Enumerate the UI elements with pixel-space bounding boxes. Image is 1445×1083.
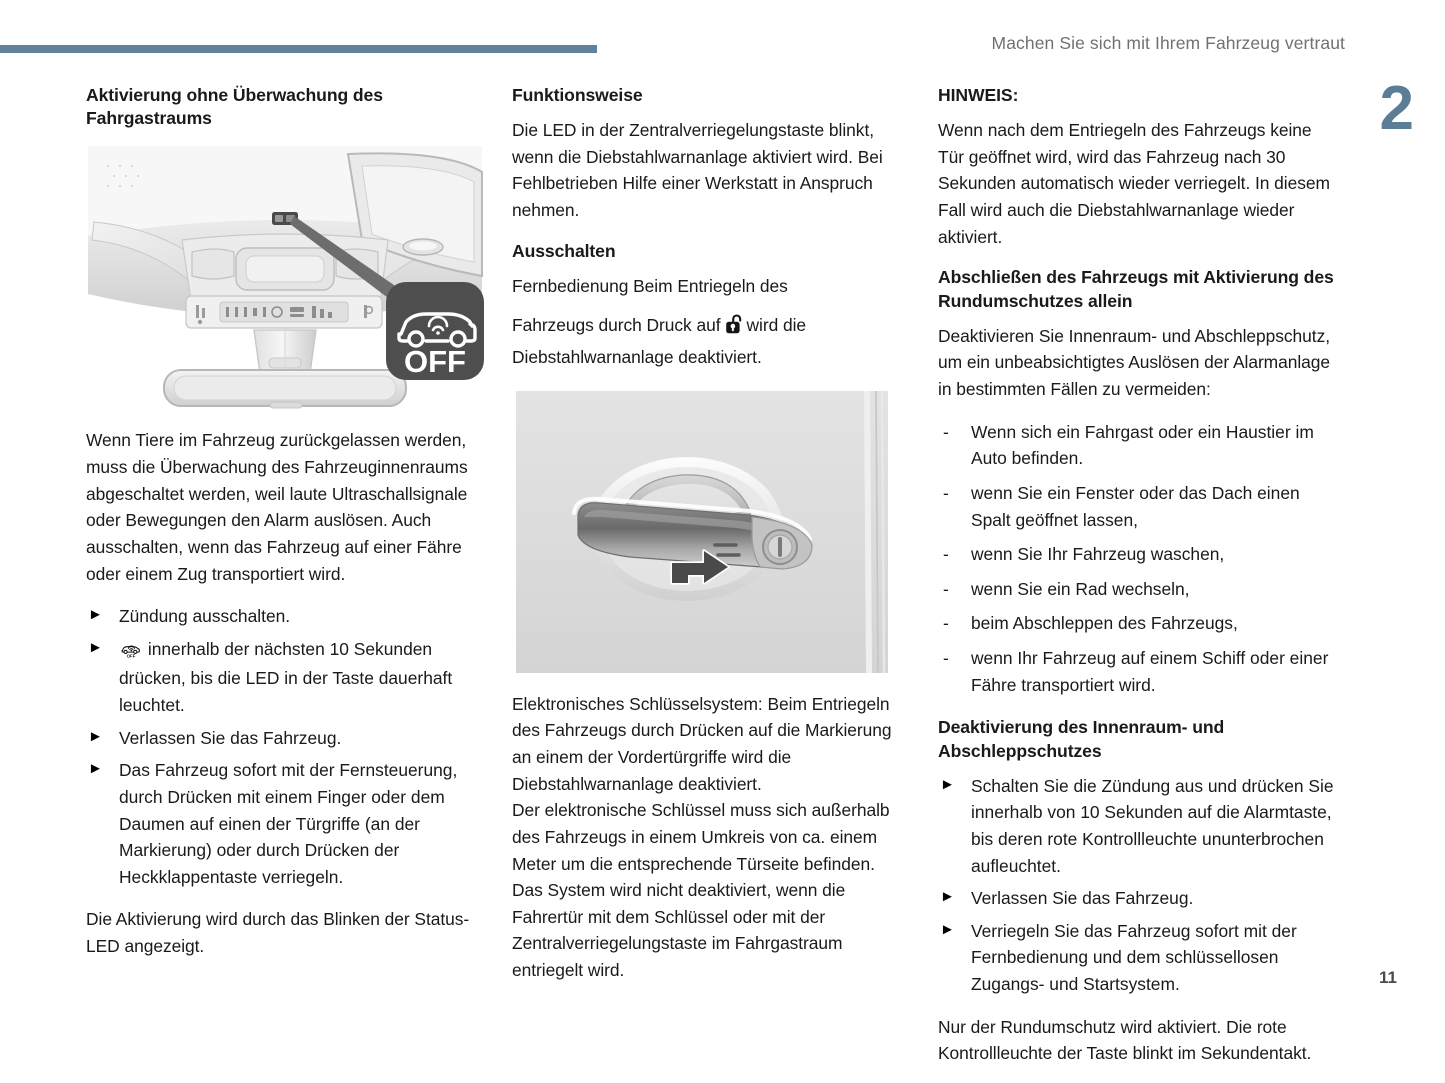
list-item [86, 636, 484, 719]
dash-bullet-icon: - [943, 421, 949, 442]
page-number: 11 [1379, 968, 1397, 987]
middle-paragraph-2a: Fernbedienung Beim Entriegeln des [512, 275, 788, 296]
list-item-text: beim Abschleppen des Fahrzeugs, [971, 613, 1238, 634]
list-item [938, 480, 1336, 533]
notice-text: Wenn nach dem Entriegeln des Fahrzeugs keine Tür geöffnet wird, wird das Fahrzeug nach 30 Sekunden automatisch wieder verriegelt. In diesem Fall wird auch die Diebstahlwarnanlage wieder aktiviert. [938, 120, 1330, 247]
list-item-text: wenn Ihr Fahrzeug auf einem Schiff oder einer Fähre transportiert wird. [971, 648, 1329, 695]
arrow-bullet-icon: ► [88, 638, 103, 656]
right-column [938, 84, 1336, 1083]
list-item [938, 918, 1336, 998]
dash-bullet-icon: - [943, 613, 949, 634]
list-item-text: Schalten Sie die Zündung aus und drücken Sie innerhalb von 10 Sekunden auf die Alarmtaste, bis deren rote Kontrollleuchte ununterbrochen aufleuchtet. [971, 775, 1334, 876]
notice-heading: HINWEIS: [938, 85, 1019, 105]
deactivation-cases-list [938, 419, 1336, 699]
list-item-text: innerhalb der nächsten 10 Sekunden drücken, bis die LED in der Taste dauerhaft leuchtet. [119, 638, 453, 716]
page-columns [86, 84, 1362, 1083]
dash-bullet-icon: - [943, 578, 949, 599]
middle-paragraph-4: Der elektronische Schlüssel muss sich außerhalb des Fahrzeugs in einem Umkreis von ca. einem Meter um die entsprechende Türseite befinden. [512, 800, 890, 874]
middle-heading-funktionsweise: Funktionsweise [512, 85, 643, 105]
left-column-paragraph: Wenn Tiere im Fahrzeug zurückgelassen werden, muss die Überwachung des Fahrzeuginnenraums abgeschaltet werden, weil laute Ultraschallsignale oder Bewegungen den Alarm auslösen. Auch ausschalten, wenn das Fahrzeug auf einer Fähre oder einem Zug transportiert wird. [86, 430, 468, 584]
right-heading-1: Abschließen des Fahrzeugs mit Aktivierung des Rundumschutzes allein [938, 267, 1334, 311]
list-item-text: Verlassen Sie das Fahrzeug. [119, 727, 342, 748]
arrow-bullet-icon: ► [88, 606, 103, 624]
list-item [938, 885, 1336, 912]
car-off-icon [121, 639, 141, 666]
interior-monitoring-off-badge [386, 282, 484, 380]
overhead-console-illustration [86, 144, 484, 409]
chapter-number: 2 [1379, 74, 1413, 143]
list-item-text: wenn Sie Ihr Fahrzeug waschen, [971, 544, 1225, 565]
header-accent-bar [0, 45, 597, 53]
list-item-text: Verlassen Sie das Fahrzeug. [971, 888, 1194, 909]
list-item [86, 725, 484, 752]
list-item-text: wenn Sie ein Rad wechseln, [971, 578, 1190, 599]
list-item [86, 757, 484, 890]
dash-bullet-icon: - [943, 648, 949, 669]
middle-paragraph-2b-pre: Fahrzeugs durch Druck auf [512, 314, 721, 335]
middle-heading-ausschalten: Ausschalten [512, 240, 616, 261]
middle-paragraph-2b [512, 312, 910, 371]
list-item [938, 610, 1336, 637]
middle-paragraph-5: Das System wird nicht deaktiviert, wenn die Fahrertür mit dem Schlüssel oder mit der Zentralverriegelungstaste im Fahrgastraum entriegelt wird. [512, 880, 846, 981]
left-column-heading: Aktivierung ohne Überwachung des Fahrgastraums [86, 85, 383, 129]
left-column-closing: Die Aktivierung wird durch das Blinken der Status-LED angezeigt. [86, 909, 470, 957]
off-badge-label: OFF [404, 344, 466, 380]
middle-column [512, 84, 910, 1083]
list-item [86, 603, 484, 630]
running-header-title: Machen Sie sich mit Ihrem Fahrzeug vertraut [991, 33, 1345, 53]
right-paragraph-1: Deaktivieren Sie Innenraum- und Abschleppschutz, um ein unbeabsichtigtes Auslösen der Alarmanlage in bestimmten Fällen zu vermeiden: [938, 325, 1331, 400]
list-item-text: Verriegeln Sie das Fahrzeug sofort mit der Fernbedienung und dem schlüssellosen Zugangs- und Startsystem. [971, 920, 1297, 995]
door-handle-illustration [512, 387, 910, 677]
activation-steps-list [86, 603, 484, 890]
list-item [938, 419, 1336, 472]
left-column [86, 84, 484, 1083]
dash-bullet-icon: - [943, 544, 949, 565]
middle-paragraph-1: Die LED in der Zentralverriegelungstaste blinkt, wenn die Diebstahlwarnanlage aktiviert wird. Bei Fehlbetrieben Hilfe einer Werkstatt in Anspruch nehmen. [512, 120, 883, 221]
arrow-bullet-icon: ► [940, 920, 955, 938]
list-item-text: Das Fahrzeug sofort mit der Fernsteuerung, durch Drücken mit einem Finger oder dem Daumen auf einen der Türgriffe (an der Markierung) oder durch Drücken der Heckklappentaste verriegeln. [119, 760, 458, 887]
unlock-icon [725, 313, 744, 345]
list-item-text: wenn Sie ein Fenster oder das Dach einen Spalt geöffnet lassen, [971, 482, 1300, 530]
svg-text:OFF: OFF [126, 653, 136, 658]
arrow-bullet-icon: ► [940, 888, 955, 906]
arrow-bullet-icon: ► [88, 727, 103, 745]
middle-paragraph-3: Elektronisches Schlüsselsystem: Beim Entriegeln des Fahrzeugs durch Drücken auf die Markierung an einem der Vordertürgriffe wird die Diebstahlwarnanlage deaktiviert. [512, 693, 892, 794]
dash-bullet-icon: - [943, 482, 949, 503]
list-item [938, 773, 1336, 880]
middle-paragraph-2b-post: wird die Diebstahlwarnanlage deaktiviert. [512, 314, 807, 368]
right-column-closing: Nur der Rundumschutz wird aktiviert. Die rote Kontrollleuchte der Taste blinkt im Sekundentakt. [938, 1016, 1312, 1064]
arrow-bullet-icon: ► [940, 775, 955, 793]
arrow-bullet-icon: ► [88, 760, 103, 778]
list-item-text: Zündung ausschalten. [119, 606, 291, 627]
list-item-text: Wenn sich ein Fahrgast oder ein Haustier im Auto befinden. [971, 421, 1314, 469]
list-item [938, 576, 1336, 603]
list-item [938, 541, 1336, 568]
deactivation-steps-list [938, 773, 1336, 998]
right-heading-2: Deaktivierung des Innenraum- und Abschleppschutzes [938, 717, 1225, 761]
list-item [938, 645, 1336, 698]
